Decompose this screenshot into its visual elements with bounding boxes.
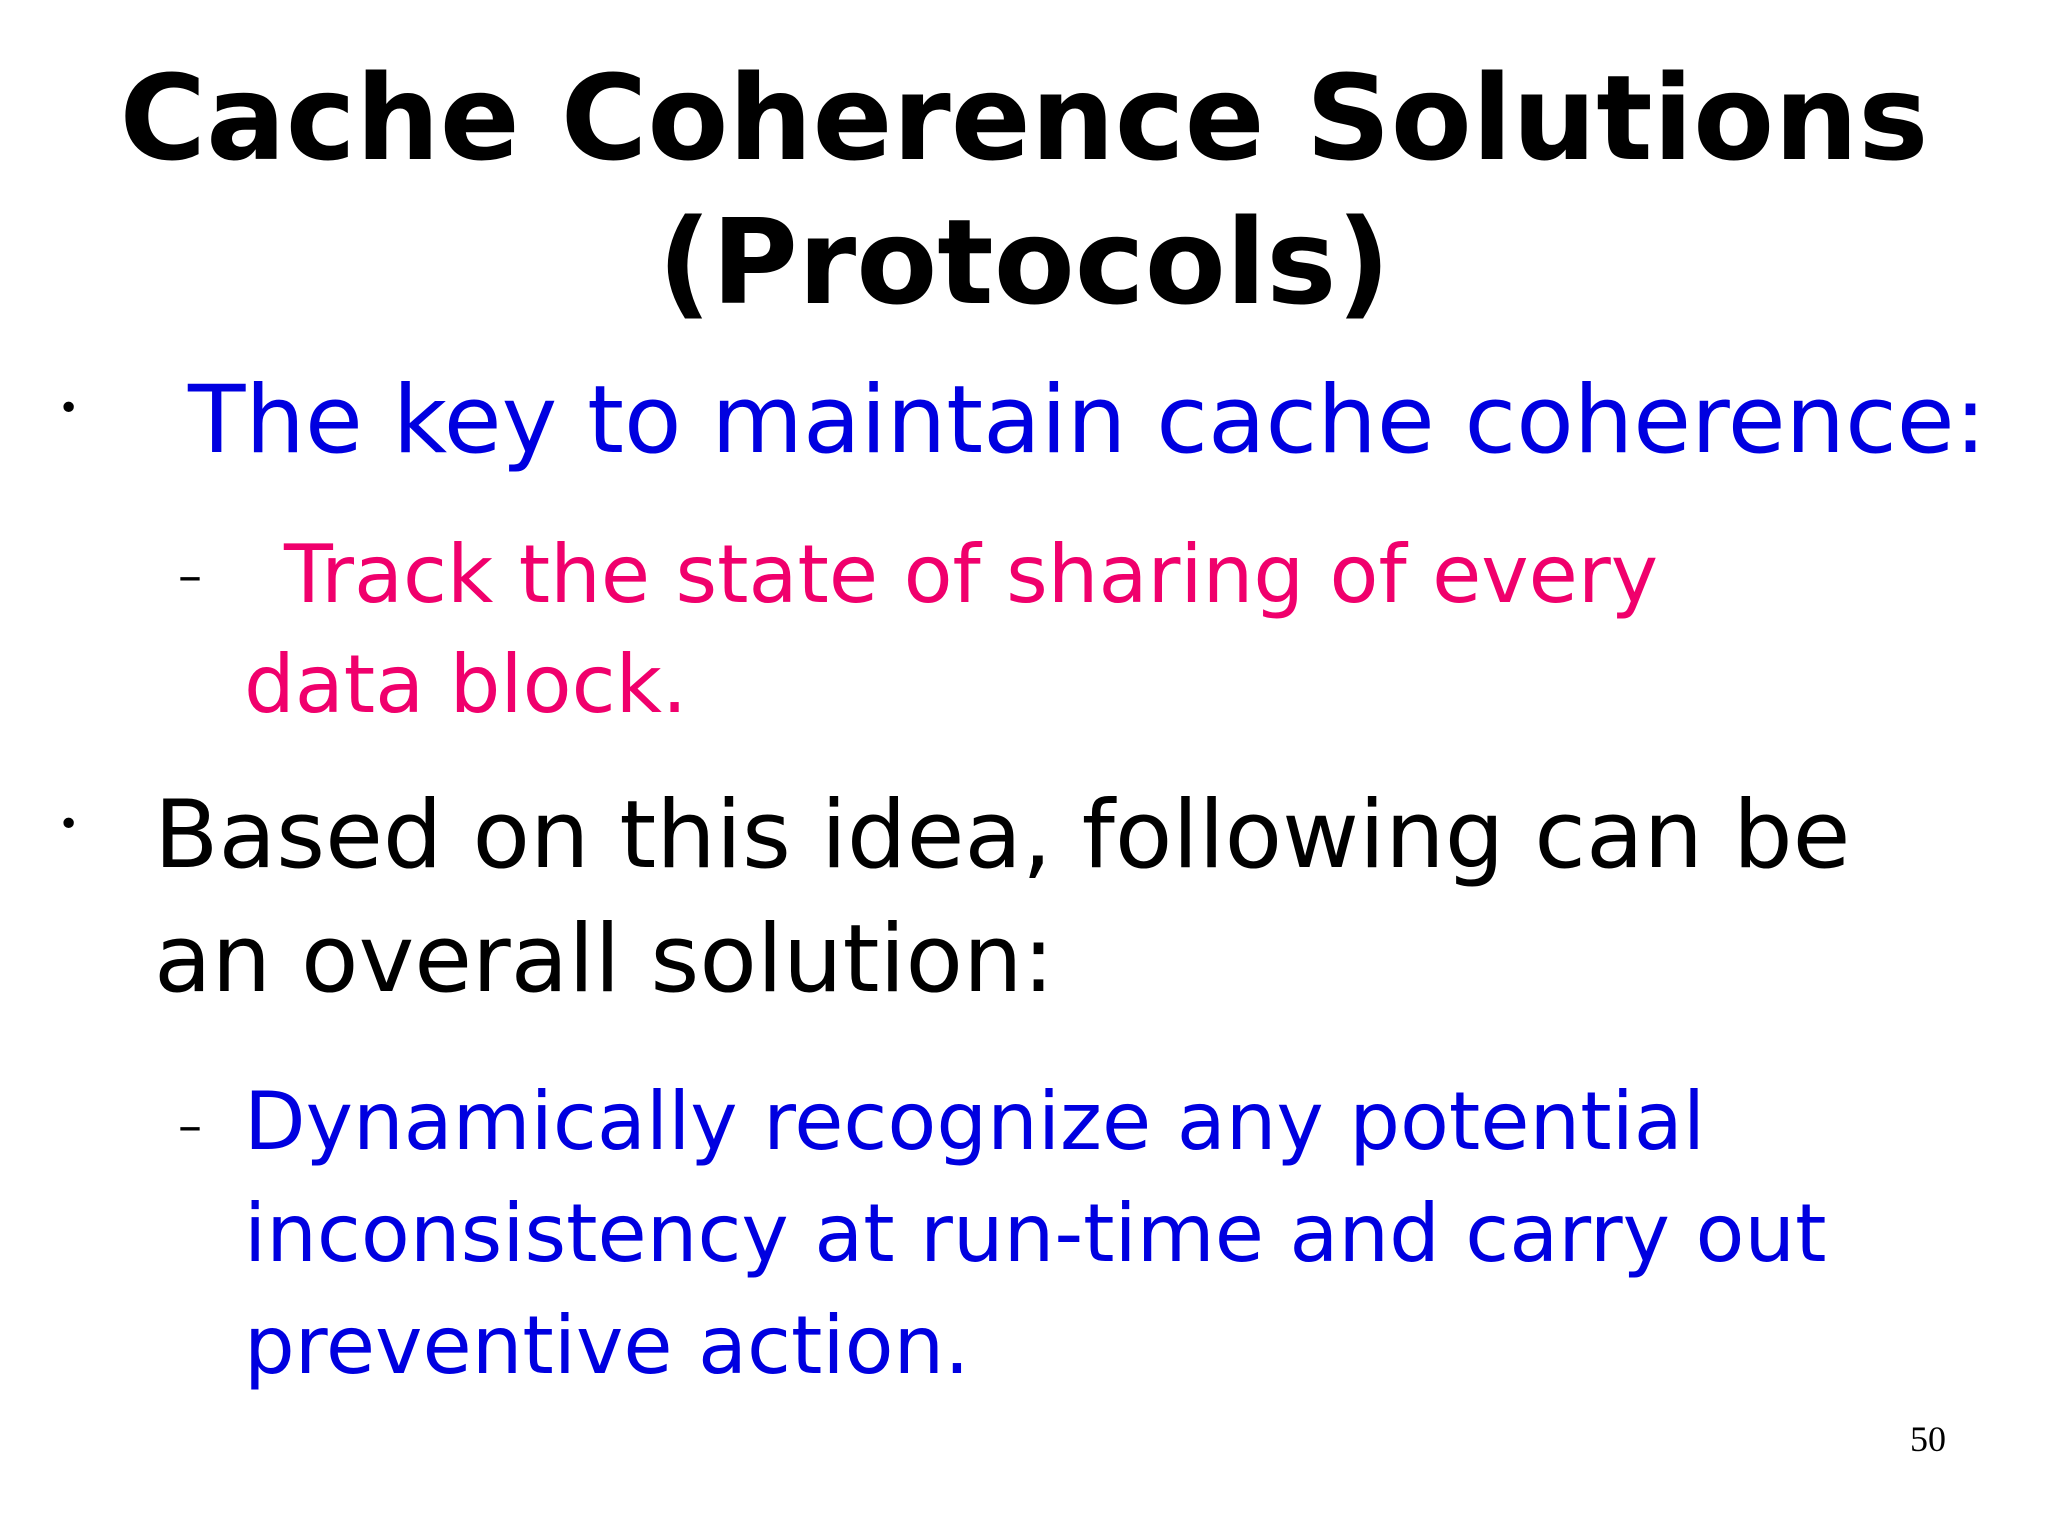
- slide-title-line2: (Protocols): [657, 193, 1391, 331]
- sub-bullet-text-line2: data block.: [244, 638, 688, 731]
- sub-bullet-marker: –: [178, 548, 202, 604]
- sub-bullet-text-line2: inconsistency at run-time and carry out: [244, 1187, 1827, 1280]
- bullet-text-line1: Based on this idea, following can be: [154, 781, 1851, 890]
- bullet-marker: •: [58, 804, 80, 845]
- sub-bullet-marker: –: [178, 1098, 202, 1154]
- page-number: 50: [1910, 1419, 1946, 1459]
- slide-title-line1: Cache Coherence Solutions: [119, 49, 1929, 187]
- sub-bullet-text-line1: Dynamically recognize any potential: [244, 1075, 1706, 1168]
- bullet-text-line2: an overall solution:: [154, 905, 1055, 1014]
- sub-bullet-text-line1: Track the state of sharing of every: [284, 528, 1659, 621]
- bullet-marker: •: [58, 388, 80, 429]
- bullet-text: The key to maintain cache coherence:: [188, 366, 1987, 475]
- sub-bullet-text-line3: preventive action.: [244, 1299, 970, 1392]
